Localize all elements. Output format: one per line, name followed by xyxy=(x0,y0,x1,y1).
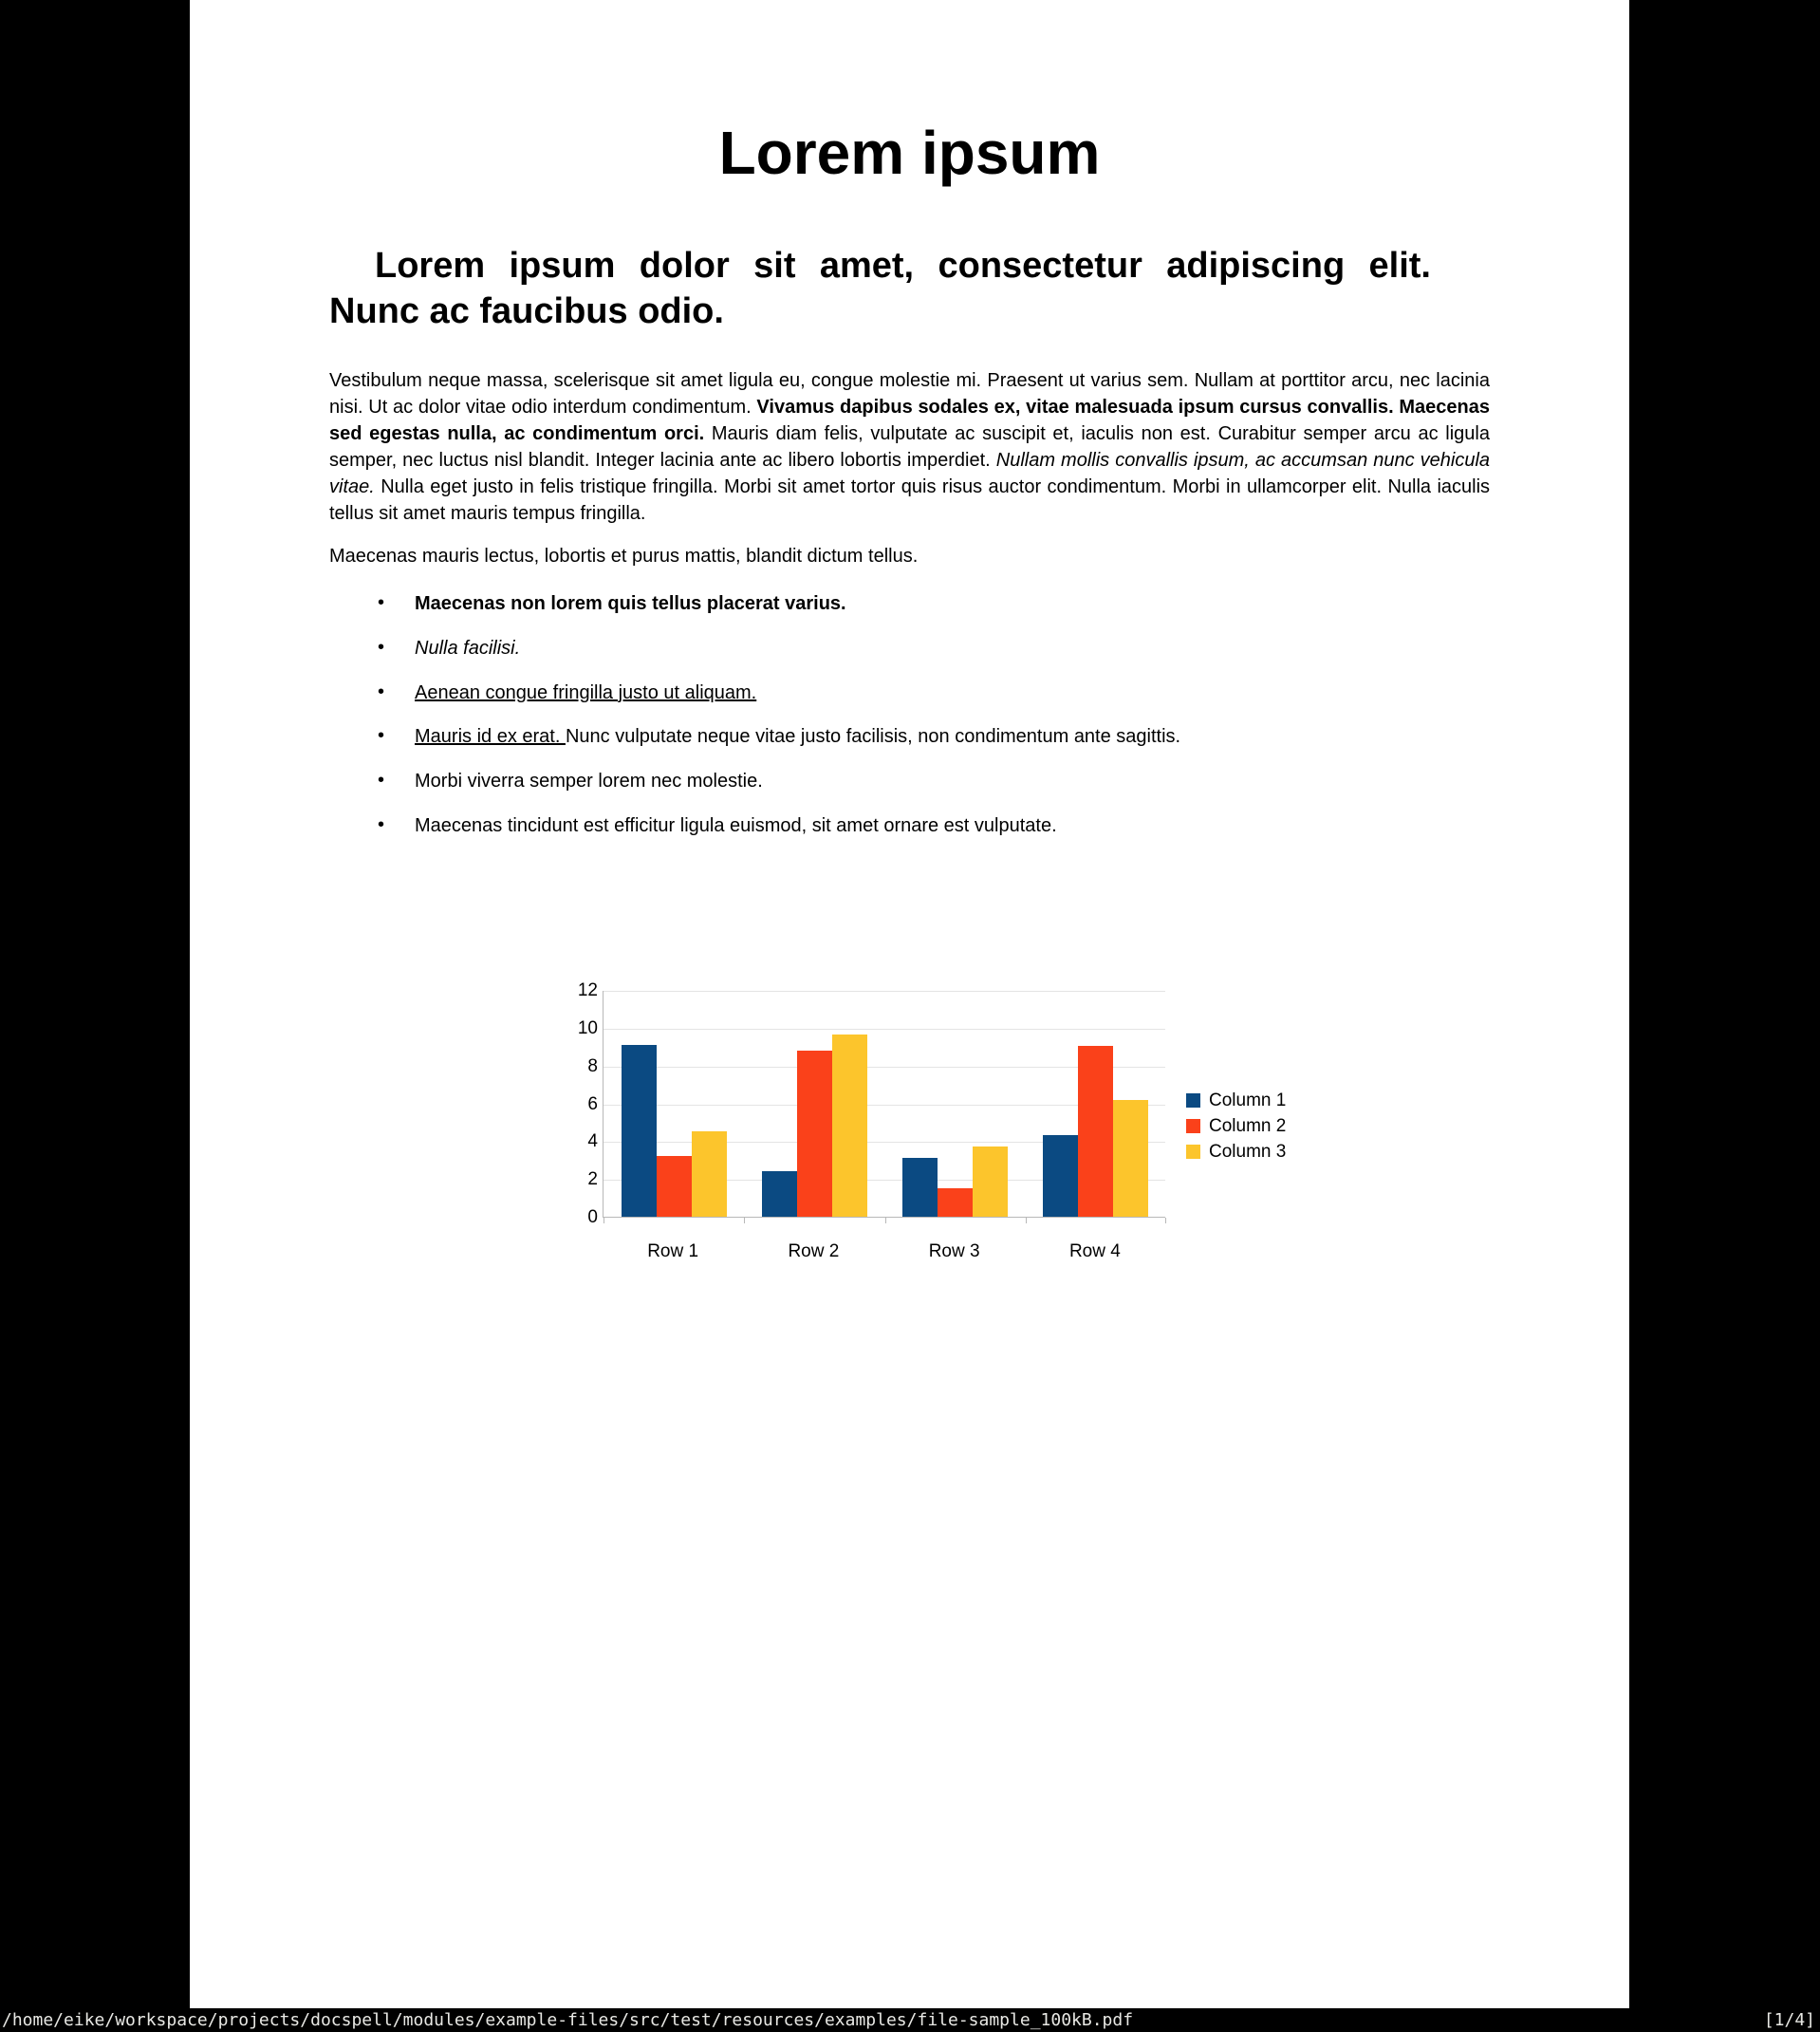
list-item xyxy=(378,636,1490,662)
text-run: Morbi viverra semper lorem nec molestie. xyxy=(415,771,763,792)
bar-row3-column3 xyxy=(973,1146,1008,1217)
y-tick-label: 0 xyxy=(587,1207,598,1227)
bar-row4-column3 xyxy=(1113,1100,1148,1217)
text-run: Nulla facilisi. xyxy=(415,637,521,659)
document-page[interactable] xyxy=(190,0,1629,2008)
text-run: Nullam mollis convallis ipsum, ac accumsan nunc vehicula vitae. xyxy=(329,450,1491,498)
bullet-marker: • xyxy=(378,814,385,836)
legend-item xyxy=(1186,1113,1286,1139)
bar-row2-column3 xyxy=(832,1035,867,1217)
y-tick-label: 12 xyxy=(577,980,598,1000)
x-axis-tick xyxy=(1026,1218,1027,1223)
bullet-marker: • xyxy=(378,636,385,658)
bar-row2-column1 xyxy=(762,1171,797,1217)
legend-item xyxy=(1186,1139,1286,1165)
text-run: Vestibulum neque massa, scelerisque sit amet ligula eu, congue molestie mi. Praesent ut varius sem. Nullam at porttitor arcu, nec lacinia nisi. Ut ac dolor vitae odio interdum condimentum. xyxy=(329,370,1490,419)
bullet-list xyxy=(329,591,1490,840)
status-bar xyxy=(0,2008,1820,2032)
page-indicator: [1/4] xyxy=(1763,2010,1815,2030)
paragraph-2: Maecenas mauris lectus, lobortis et purus mattis, blandit dictum tellus. xyxy=(329,545,919,567)
x-tick-label: Row 2 xyxy=(788,1241,840,1261)
page-content xyxy=(190,0,1629,840)
legend-swatch xyxy=(1186,1119,1200,1133)
bullet-marker: • xyxy=(378,725,385,747)
bar-row3-column1 xyxy=(902,1158,938,1217)
gridline xyxy=(604,1029,1165,1030)
legend-label: Column 3 xyxy=(1209,1141,1287,1162)
legend-swatch xyxy=(1186,1145,1200,1159)
x-tick-label: Row 3 xyxy=(928,1241,980,1261)
text-run: Maecenas tincidunt est efficitur ligula euismod, sit amet ornare est vulputate. xyxy=(415,815,1057,837)
chart-y-axis xyxy=(560,980,603,1227)
list-item xyxy=(378,724,1490,751)
bar-chart xyxy=(560,980,1338,1285)
bullet-marker: • xyxy=(378,770,385,792)
bar-row1-column1 xyxy=(622,1045,657,1217)
legend-item xyxy=(1186,1088,1286,1113)
x-tick-label: Row 4 xyxy=(1068,1241,1121,1261)
document-title: Lorem ipsum xyxy=(718,119,1101,187)
bullet-marker: • xyxy=(378,591,385,613)
bar-row4-column1 xyxy=(1043,1135,1078,1217)
list-item xyxy=(378,769,1490,795)
gridline xyxy=(604,991,1165,992)
bullet-marker: • xyxy=(378,680,385,702)
text-run: Mauris id ex erat. xyxy=(415,726,566,748)
y-tick-label: 8 xyxy=(587,1055,598,1076)
text-run: Mauris diam felis, vulputate ac suscipit et, iaculis non est. Curabitur semper arcu ac ligula semper, nec luctus nisl blandit. Integer lacinia ante ac libero lobortis imperdiet. xyxy=(329,423,1490,472)
list-item xyxy=(378,680,1490,707)
file-path: /home/eike/workspace/projects/docspell/modules/example-files/src/test/resources/examples/file-sample_100kB.pdf xyxy=(2,2010,1134,2030)
text-run: Maecenas non lorem quis tellus placerat varius. xyxy=(415,592,846,614)
bar-row3-column2 xyxy=(938,1188,973,1217)
chart-legend xyxy=(1186,1088,1286,1165)
legend-label: Column 1 xyxy=(1209,1090,1287,1110)
bar-row4-column2 xyxy=(1078,1046,1113,1217)
x-axis-tick xyxy=(885,1218,886,1223)
x-tick-label: Row 1 xyxy=(647,1241,699,1261)
x-axis-tick xyxy=(1165,1218,1166,1223)
list-item xyxy=(378,591,1490,618)
text-run: Nulla eget justo in felis tristique fringilla. Morbi sit amet tortor quis risus auctor condimentum. Morbi in ullamcorper elit. Nulla iaculis tellus sit amet mauris tempus fringilla. xyxy=(329,476,1491,524)
bar-row2-column2 xyxy=(797,1051,832,1217)
bar-row1-column3 xyxy=(692,1131,727,1217)
document-heading: Lorem ipsum dolor sit amet, consectetur adipiscing elit. Nunc ac faucibus odio. xyxy=(329,246,1431,332)
y-tick-label: 2 xyxy=(587,1169,598,1190)
legend-label: Column 2 xyxy=(1209,1115,1287,1136)
text-run: Nunc vulputate neque vitae justo facilisis, non condimentum ante sagittis. xyxy=(565,726,1181,748)
legend-swatch xyxy=(1186,1093,1200,1108)
text-run: Vivamus dapibus sodales ex, vitae malesuada ipsum cursus convallis. Maecenas sed egestas nulla, ac condimentum orci. xyxy=(329,397,1490,445)
text-run: Aenean congue fringilla justo ut aliquam. xyxy=(415,681,757,703)
x-axis-tick xyxy=(744,1218,745,1223)
y-tick-label: 4 xyxy=(587,1131,598,1152)
list-item xyxy=(378,813,1490,840)
y-tick-label: 10 xyxy=(577,1017,598,1038)
bar-row1-column2 xyxy=(657,1156,692,1217)
y-tick-label: 6 xyxy=(587,1093,598,1114)
paragraph-1 xyxy=(329,368,1490,527)
chart-plot xyxy=(603,991,1165,1218)
